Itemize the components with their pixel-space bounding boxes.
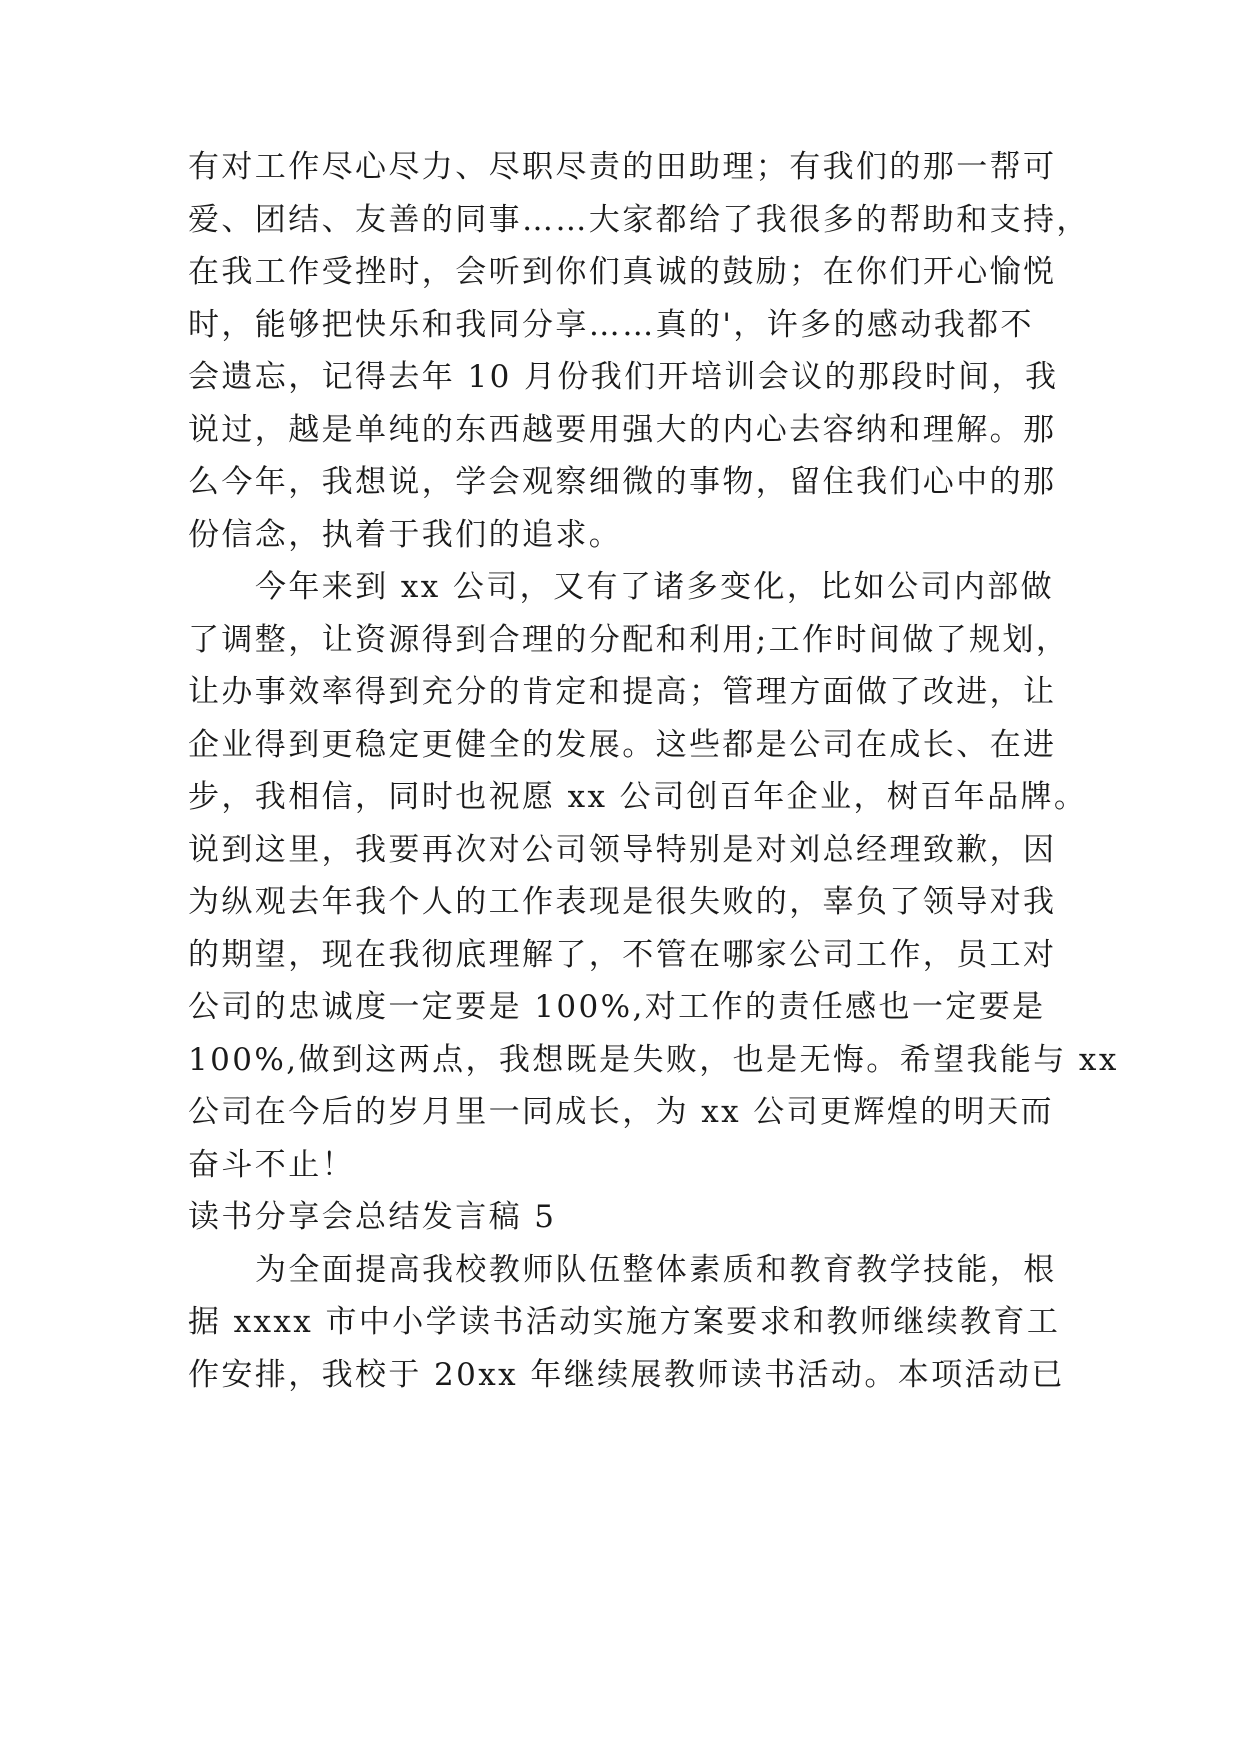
paragraph-line: 为全面提高我校教师队伍整体素质和教育教学技能，根 [255, 1252, 1057, 1288]
paragraph-line: 份信念，执着于我们的追求。 [188, 517, 623, 553]
paragraph-line: 步，我相信，同时也祝愿 xx 公司创百年企业，树百年品牌。 [188, 779, 1088, 815]
paragraph-line: 在我工作受挫时，会听到你们真诚的鼓励；在你们开心愉悦 [188, 254, 1057, 290]
paragraph-line: 据 xxxx 市中小学读书活动实施方案要求和教师继续教育工 [188, 1304, 1061, 1340]
paragraph-line: 公司在今后的岁月里一同成长，为 xx 公司更辉煌的明天而 [188, 1094, 1054, 1130]
paragraph-line: 会遗忘，记得去年 10 月份我们开培训会议的那段时间，我 [188, 359, 1059, 395]
paragraph-line: 么今年，我想说，学会观察细微的事物，留住我们心中的那 [188, 464, 1057, 500]
paragraph-line: 公司的忠诚度一定要是 100%,对工作的责任感也一定要是 [188, 989, 1046, 1025]
paragraph-line: 让办事效率得到充分的肯定和提高；管理方面做了改进，让 [188, 674, 1057, 710]
paragraph-line: 企业得到更稳定更健全的发展。这些都是公司在成长、在进 [188, 727, 1057, 763]
paragraph-line: 有对工作尽心尽力、尽职尽责的田助理；有我们的那一帮可 [188, 149, 1057, 185]
paragraph-line: 了调整，让资源得到合理的分配和利用;工作时间做了规划， [188, 622, 1070, 658]
paragraph-line: 爱、团结、友善的同事……大家都给了我很多的帮助和支持， [188, 202, 1090, 238]
paragraph-line: 说到这里，我要再次对公司领导特别是对刘总经理致歉，因 [188, 832, 1057, 868]
paragraph-line: 作安排，我校于 20xx 年继续展教师读书活动。本项活动已 [188, 1357, 1065, 1393]
paragraph-line: 说过，越是单纯的东西越要用强大的内心去容纳和理解。那 [188, 412, 1057, 448]
section-heading: 读书分享会总结发言稿 5 [188, 1199, 557, 1235]
paragraph-line: 今年来到 xx 公司，又有了诸多变化，比如公司内部做 [255, 569, 1055, 605]
paragraph-line: 为纵观去年我个人的工作表现是很失败的，辜负了领导对我 [188, 884, 1057, 920]
paragraph-line: 的期望，现在我彻底理解了，不管在哪家公司工作，员工对 [188, 937, 1057, 973]
paragraph-line: 奋斗不止！ [188, 1147, 355, 1183]
paragraph-line: 100%,做到这两点，我想既是失败，也是无悔。希望我能与 xx [188, 1042, 1119, 1078]
paragraph-line: 时，能够把快乐和我同分享……真的'，许多的感动我都不 [188, 307, 1034, 343]
